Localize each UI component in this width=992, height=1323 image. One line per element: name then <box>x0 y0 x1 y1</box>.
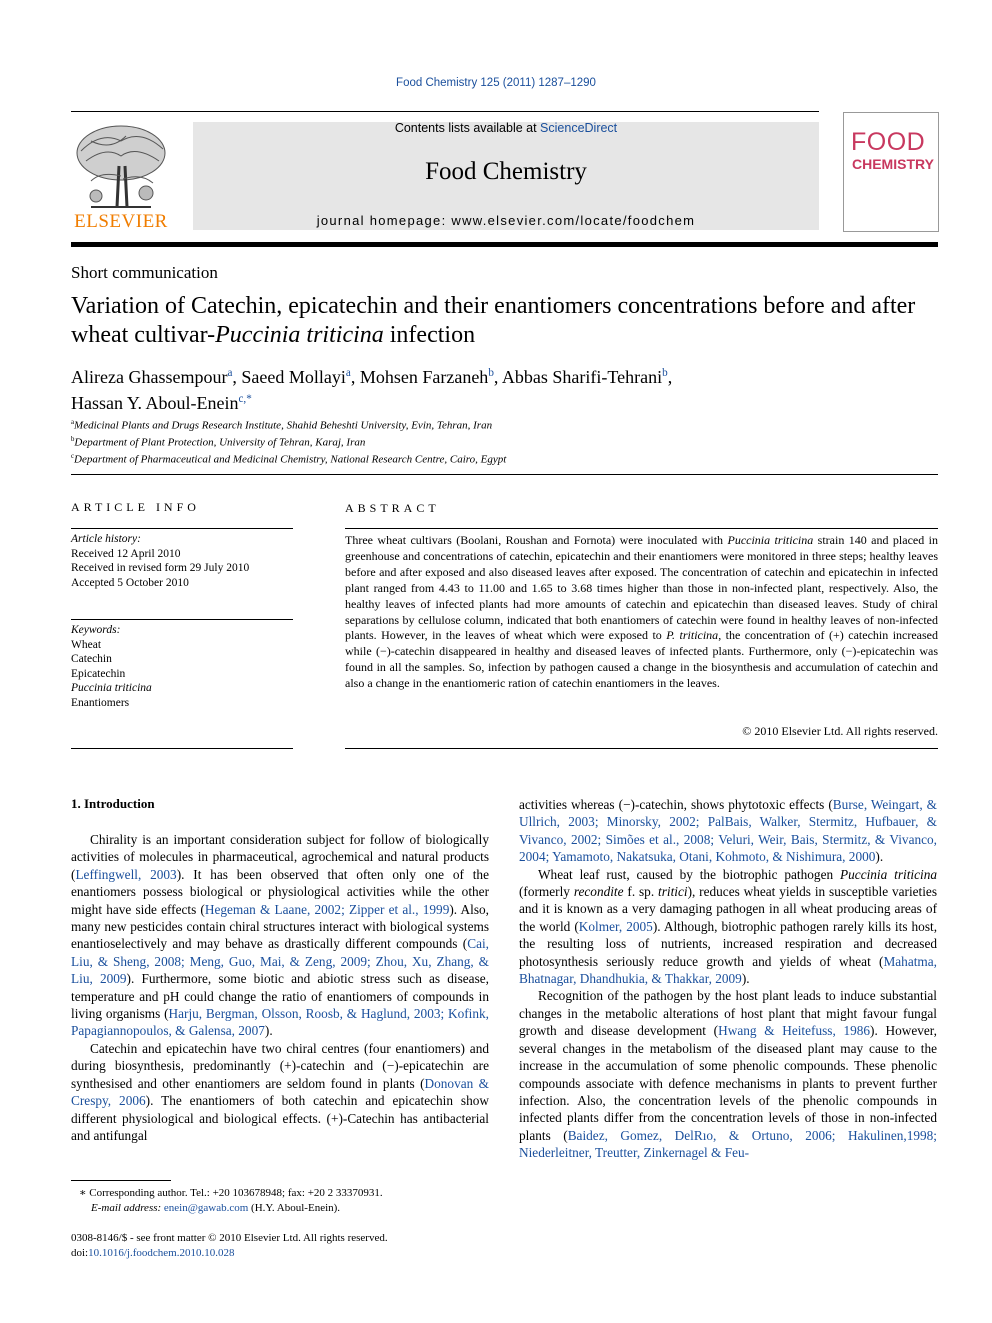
author-affiliation-mark[interactable]: b <box>662 367 668 379</box>
footnote-rule <box>71 1180 171 1181</box>
affiliation: $^b$Department of Plant Protection, University of Tehran, Karaj, Iran <box>71 436 366 449</box>
keyword: Catechin <box>71 653 112 665</box>
title-part2: infection <box>383 322 476 348</box>
corresponding-author-footnote: ∗ Corresponding author. Tel.: +20 103678948; fax: +20 2 33370931. E-mail address: enein@gawab.com (H.Y. Aboul-Enein). <box>79 1187 383 1214</box>
author-list: Alireza Ghassempour$^a$, Saeed Mollayi$^a$, Mohsen Farzaneh$^b$, Abbas Sharifi-Tehrani$^b$, Hassan Y. Aboul-Enein$^{c,*}$ <box>71 367 673 413</box>
intro-paragraph: activities whereas (−)-catechin, shows phytotoxic effects (Burse, Weingart, & Ullrich, 2003; Minorsky, 2002; PalBais, Walker, Stermitz, Hufbauer, & Vivanco, 2002; Simões et al., 2008; Veluri, Weir, Bais, Stermitz, & Vivanco, 2004; Yamamoto, Nakatsuka, Otani, Kohmoto, & Nishimura, 2000). <box>519 797 937 865</box>
citation-link[interactable]: Baidez, Gomez, DelRıo, & Ortuno, 2006; Hakulinen,1998; Niederleitner, Treutter, Zinkernagel & Feu- <box>519 1127 937 1161</box>
citation-link[interactable]: Burse, Weingart, & Ullrich, 2003; Minorsky, 2002; PalBais, Walker, Stermitz, Hufbauer, & Vivanco, 2002; Simões et al., 2008; Veluri, Weir, Bais, Stermitz, & Vivanco, 2004; Yamamoto, Nakatsuka, Otani, Kohmoto, & Nishimura, 2000 <box>519 797 937 865</box>
corresponding-text: Corresponding author. Tel.: +20 103678948; fax: +20 2 33370931. <box>89 1187 383 1199</box>
author-name[interactable]: Hassan Y. Aboul-Enein <box>71 393 239 413</box>
author-name[interactable]: Saeed Mollayi <box>241 367 346 387</box>
body-column-right <box>519 796 937 1162</box>
citation-link[interactable]: Mahatma, Bhatnagar, Dhandhukia, & Thakkar, 2009 <box>519 953 937 987</box>
author-name[interactable]: Abbas Sharifi-Tehrani <box>501 367 663 387</box>
journal-cover-thumbnail[interactable] <box>843 112 939 232</box>
italic-term: tritici <box>658 884 688 900</box>
author-affiliation-mark[interactable]: a <box>345 367 351 379</box>
italic-term: Puccinia triticina <box>840 866 937 882</box>
article-history <box>71 532 293 590</box>
section-type: Short communication <box>71 263 218 282</box>
intro-paragraph: Chirality is an important consideration subject for follow of biologically activities of molecules in pharmaceutical, agrochemical and natural products (Leffingwell, 2003). It has been observed that often only one of the enantiomers possess biological or physiological activities while the other might have side effects (Hegeman & Laane, 2002; Zipper et al., 1999). Also, many new pesticides contain chiral structures interact with biological systems enantioselectively and may behave as drastically different compounds (Cai, Liu, & Sheng, 2008; Meng, Guo, Mai, & Zeng, 2009; Zhou, Xu, Zhang, & Liu, 2009). Furthermore, some biotic and abiotic stress such as disease, temperature and pH could change the ratio of enantiomers of compounds in living organisms (Harju, Bergman, Olsson, Roosb, & Haglund, 2003; Kofink, Papagiannopoulos, & Galensa, 2007). <box>71 832 489 1039</box>
journal-title: Food Chemistry <box>425 158 587 185</box>
keyword: Epicatechin <box>71 667 126 680</box>
elsevier-wordmark: ELSEVIER <box>74 211 168 232</box>
revised-date: Received in revised form 29 July 2010 <box>71 562 250 574</box>
journal-citation[interactable]: Food Chemistry 125 (2011) 1287–1290 <box>396 77 596 89</box>
abstract-rule <box>345 528 938 529</box>
author-affiliation-mark[interactable]: c,* <box>238 393 252 405</box>
email-link[interactable]: enein@gawab.com <box>163 1202 249 1214</box>
citation-link[interactable]: Kolmer, 2005 <box>578 918 653 934</box>
contents-line <box>193 121 819 135</box>
front-matter <box>71 1231 489 1260</box>
journal-homepage[interactable]: journal homepage: www.elsevier.com/locate/foodchem <box>316 213 696 228</box>
abstract-text: Three wheat cultivars (Boolani, Roushan and Fornota) were inoculated with Puccinia triticina strain 140 and placed in greenhouse and concentrations of catechin, epicatechin and their enantiomers were monitored in three steps; healthy leaves before and after exposed and also diseased leaves after exposed. The concentration of catechin and epicatechin in infected plant ranged from 4.43 to 11.00 and 1.65 to 3.68 times higher than those in non-infected plant, respectively. Also, the healthy leaves of infected plants had more amounts of catechin and epicatechin than diseased leaves. Study of chiral separations by cellulose column, indicated that both enantiomers of catechin were found in healthy leaves of non-infected plants. However, in the leaves of wheat which were exposed to P. triticina, the concentration of (+) catechin increased while (−)-catechin disappeared in healthy and diseased leaves of infected plants. Furthermore, only (−)-epicatechin was found in all the samples. So, infection by pathogen caused a change in the biosynthesis and accumulation of catechin and also a change in the enantiomeric ration of catechin enantiomers in the leaves. <box>345 533 939 691</box>
affiliation: $^a$Medicinal Plants and Drugs Research Institute, Shahid Beheshti University, Evin, Tehran, Iran <box>71 419 493 432</box>
affiliation: $^c$Department of Pharmaceutical and Medicinal Chemistry, National Research Centre, Cairo, Egypt <box>71 453 507 466</box>
header-rule <box>71 111 819 112</box>
keywords-rule <box>71 619 293 620</box>
citation-link[interactable]: Hegeman & Laane, 2002; Zipper et al., 1999 <box>204 901 450 917</box>
intro-paragraph: Catechin and epicatechin have two chiral centres (four enantiomers) and during biosynthesis, predominantly (+)-catechin and (−)-epicatechin are synthesised and other enantiomers are seldom found in plants (Donovan & Crespy, 2006). The enantiomers of both catechin and epicatechin show different physiological and biological effects. (+)-Catechin has antibacterial and antifungal <box>71 1040 489 1143</box>
received-date: Received 12 April 2010 <box>71 547 181 560</box>
contents-prefix: Contents lists available at <box>394 121 541 135</box>
article-title <box>71 292 931 350</box>
keywords-label: Keywords: <box>71 624 121 636</box>
abstract-heading: ABSTRACT <box>345 501 440 515</box>
thick-divider <box>71 242 938 247</box>
citation-link[interactable]: Donovan & Crespy, 2006 <box>71 1075 489 1109</box>
title-part1: Variation of Catechin, epicatechin and their enantiomers concentrations before and after wheat cultivar- <box>71 293 916 348</box>
abstract-copyright: © 2010 Elsevier Ltd. All rights reserved. <box>742 724 938 738</box>
email-label: E-mail address: <box>91 1202 164 1214</box>
article-info-bottom-rule <box>71 748 293 749</box>
title-italic: Puccinia triticina <box>215 322 384 348</box>
intro-paragraph: Wheat leaf rust, caused by the biotrophic pathogen Puccinia triticina (formerly recondite f. sp. tritici), reduces wheat yields in susceptible varieties and it is known as a very damaging pathogen in all wheat producing areas of the world (Kolmer, 2005). Although, biotrophic pathogen rarely kills its host, the resulting loss of nutrients, increased respiration and decreased photosynthesis seriously reduce growth and yields of wheat (Mahatma, Bhatnagar, Dhandhukia, & Thakkar, 2009). <box>519 866 938 987</box>
affiliation-list <box>71 416 931 467</box>
issn-line: 0308-8146/$ - see front matter © 2010 Elsevier Ltd. All rights reserved. <box>71 1232 388 1244</box>
citation-link[interactable]: Leffingwell, 2003 <box>75 866 177 882</box>
doi-link[interactable]: 10.1016/j.foodchem.2010.10.028 <box>88 1246 235 1259</box>
email-suffix: (H.Y. Aboul-Enein). <box>248 1202 341 1214</box>
author-affiliation-mark[interactable]: a <box>227 367 233 379</box>
cover-title-line2: CHEMISTRY <box>852 156 934 172</box>
italic-term: recondite <box>573 884 624 900</box>
citation-link[interactable]: Hwang & Heitefuss, 1986 <box>718 1023 871 1039</box>
citation-link[interactable]: Cai, Liu, & Sheng, 2008; Meng, Guo, Mai, & Zeng, 2009; Zhou, Xu, Zhang, & Liu, 2009 <box>71 936 489 987</box>
affiliation-rule <box>71 474 938 475</box>
history-label: Article history: <box>71 533 141 545</box>
cover-title-line1: FOOD <box>851 128 926 156</box>
doi-label: doi: <box>71 1246 89 1259</box>
abstract-bottom-rule <box>345 748 938 749</box>
intro-paragraph: Recognition of the pathogen by the host plant leads to induce substantial changes in the metabolic alterations of host plant that might favour fungal growth and disease development (Hwang & Heitefuss, 1986). However, several changes in the metabolism of the diseased plant may cause to the increase in the accumulation of some phenolic compounds. These phenolic compounds associate with defence mechanisms in plants to prevent further infection. Also, the concentration levels of the phenolic compounds in infected plants differ from the concentration levels of those in non-infected plants (Baidez, Gomez, DelRıo, & Ortuno, 2006; Hakulinen,1998; Niederleitner, Treutter, Zinkernagel & Feu- <box>519 988 938 1161</box>
author-affiliation-mark[interactable]: b <box>488 367 494 379</box>
sciencedirect-link[interactable]: ScienceDirect <box>540 121 618 135</box>
keyword: Enantiomers <box>71 696 130 709</box>
keyword: Puccinia triticina <box>71 682 152 694</box>
article-info-rule <box>71 528 293 529</box>
body-column-left <box>71 831 489 1144</box>
accepted-date: Accepted 5 October 2010 <box>71 576 189 589</box>
citation-link[interactable]: Harju, Bergman, Olsson, Roosb, & Haglund, 2003; Kofink, Papagiannopoulos, & Galensa, 2007 <box>71 1006 489 1039</box>
author-name[interactable]: Mohsen Farzaneh <box>359 367 489 387</box>
introduction-heading: 1. Introduction <box>71 796 155 811</box>
keyword: Wheat <box>71 638 102 651</box>
article-info-heading: ARTICLE INFO <box>71 500 200 514</box>
keywords-block <box>71 623 293 710</box>
author-name[interactable]: Alireza Ghassempour <box>71 367 228 387</box>
